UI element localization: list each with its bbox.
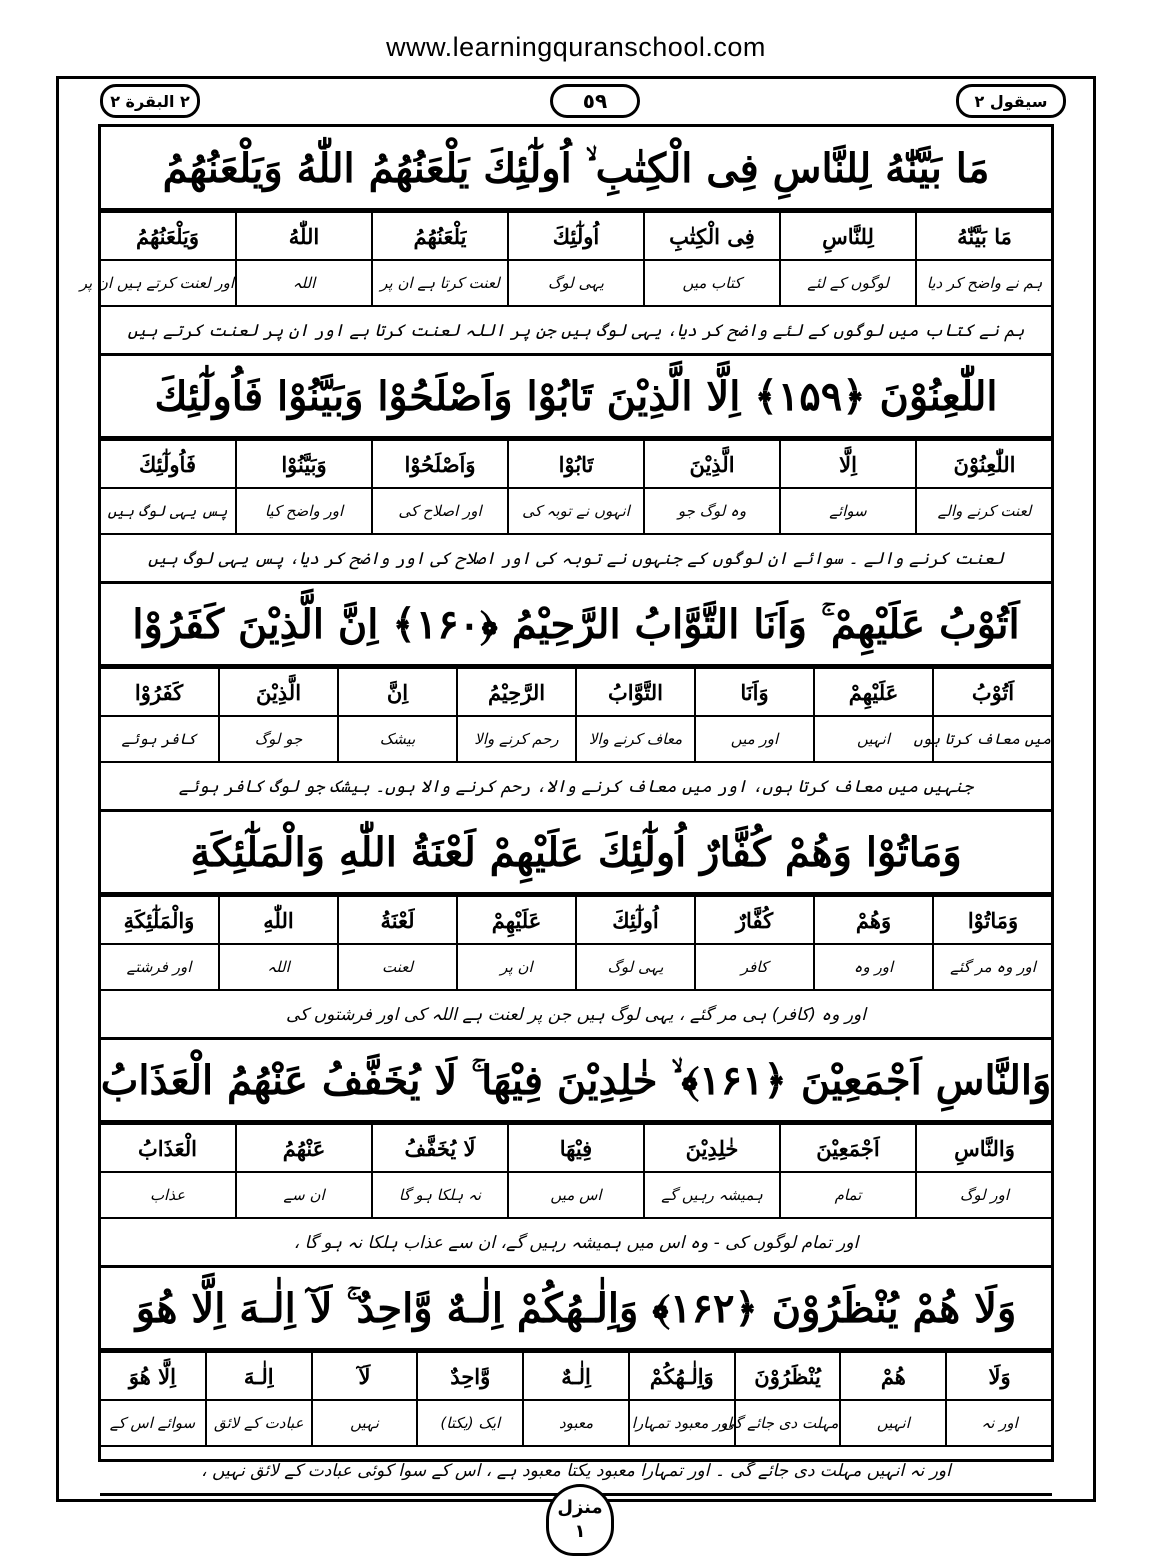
meanings-row — [100, 260, 1052, 306]
verse-line: وَالنَّاسِ اَجْمَعِيْنَ ﴿۱۶۱﴾ ۙ خٰلِدِيْنَ فِيْهَا ۚ لَا يُخَفَّفُ عَنْهُمُ الْعَذَابُ — [100, 1040, 1052, 1123]
meanings-row — [100, 716, 1052, 762]
full-translation: اور وہ (کافر) ہی مر گئے ، یہی لوگ ہیں جن پر لعنت ہے اللہ کی اور فرشتوں کی — [100, 991, 1052, 1040]
arabic-word: اللّٰهِ — [219, 896, 338, 944]
word-meaning: وہ لوگ جو — [644, 488, 780, 534]
word-meaning: نہ ہلکا ہو گا — [372, 1172, 508, 1218]
word-meaning: اور نہ — [946, 1400, 1052, 1446]
word-meaning: لعنت کرنے والے — [916, 488, 1052, 534]
word-meaning: تمام — [780, 1172, 916, 1218]
arabic-word: لَآ — [312, 1352, 418, 1400]
word-meaning: اور معبود تمہارا — [629, 1400, 735, 1446]
arabic-word: التَّوَّابُ — [576, 668, 695, 716]
arabic-word: يُنْظَرُوْنَ — [735, 1352, 841, 1400]
word-meaning: اور لعنت کرتے ہیں ان پر — [100, 260, 236, 306]
arabic-word: عَنْهُمُ — [236, 1124, 372, 1172]
arabic-word: وَلَا — [946, 1352, 1052, 1400]
word-meaning: بیشک — [338, 716, 457, 762]
word-meaning: اللہ — [236, 260, 372, 306]
arabic-word: لِلنَّاسِ — [780, 212, 916, 260]
manzil-number: ١ — [574, 1521, 586, 1542]
word-meaning: میں معاف کرتا ہوں — [933, 716, 1052, 762]
word-meaning: پس یہی لوگ ہیں — [100, 488, 236, 534]
word-meaning: اور لوگ — [916, 1172, 1052, 1218]
word-meaning: کافر — [695, 944, 814, 990]
arabic-word: خٰلِدِيْنَ — [644, 1124, 780, 1172]
word-meaning: انہیں — [840, 1400, 946, 1446]
word-meaning: معبود — [523, 1400, 629, 1446]
word-meaning: ہمیشہ رہیں گے — [644, 1172, 780, 1218]
arabic-word: اِنَّ — [338, 668, 457, 716]
verse-line: اَتُوْبُ عَلَيْهِمْ ۚ وَاَنَا التَّوَّابُ الرَّحِيْمُ ﴿۱۶۰﴾ اِنَّ الَّذِيْنَ كَفَرُوْا — [100, 584, 1052, 667]
word-by-word-grid — [100, 1351, 1052, 1447]
juz-label: سیقول ٢ — [956, 84, 1066, 118]
arabic-word: فِى الْكِتٰبِ — [644, 212, 780, 260]
word-meaning: معاف کرنے والا — [576, 716, 695, 762]
full-translation: اور نہ انہیں مہلت دی جائے گی ۔ اور تمہارا معبود یکتا معبود ہے ، اس کے سوا کوئی عبادت کے لائق نہیں ، — [100, 1447, 1052, 1496]
arabic-word: الْعَذَابُ — [100, 1124, 236, 1172]
arabic-words-row — [100, 1352, 1052, 1400]
word-meaning: ان پر — [457, 944, 576, 990]
word-meaning: اس میں — [508, 1172, 644, 1218]
manzil-marker — [546, 1484, 614, 1556]
arabic-word: وَهُمْ — [814, 896, 933, 944]
full-translation: ہم نے کتاب میں لوگوں کے لئے واضح کر دیا، یہی لوگ ہیں جن پر اللہ لعنت کرتا ہے اور ان پر لعنت کرتے ہیں — [100, 307, 1052, 356]
arabic-words-row — [100, 212, 1052, 260]
word-meaning: ان سے — [236, 1172, 372, 1218]
full-translation: جنہیں میں معاف کرتا ہوں، اور میں معاف کرنے والا، رحم کرنے والا ہوں۔ بیشک جو لوگ کافر ہوئے — [100, 763, 1052, 812]
word-meaning: رحم کرنے والا — [457, 716, 576, 762]
arabic-word: وَالْمَلٰٓئِكَةِ — [100, 896, 219, 944]
word-meaning: ہم نے واضح کر دیا — [916, 260, 1052, 306]
word-meaning: اللہ — [219, 944, 338, 990]
word-meaning: مہلت دی جائے گی — [735, 1400, 841, 1446]
arabic-word: اِلٰـهٌ — [523, 1352, 629, 1400]
arabic-word: لَا يُخَفَّفُ — [372, 1124, 508, 1172]
page-content — [79, 128, 1052, 1496]
arabic-word: لَعْنَةُ — [338, 896, 457, 944]
arabic-word: وَمَاتُوْا — [933, 896, 1052, 944]
arabic-word: فَاُولٰٓئِكَ — [100, 440, 236, 488]
word-meaning: کافر ہوئے — [100, 716, 219, 762]
word-meaning: لعنت — [338, 944, 457, 990]
word-meaning: عبادت کے لائق — [206, 1400, 312, 1446]
full-translation: لعنت کرنے والے ۔ سوائے ان لوگوں کے جنہوں نے توبہ کی اور اصلاح کی اور واضح کر دیا، پس یہی لوگ ہیں — [100, 535, 1052, 584]
arabic-words-row — [100, 896, 1052, 944]
word-meaning: یہی لوگ — [508, 260, 644, 306]
word-meaning: انہوں نے توبہ کی — [508, 488, 644, 534]
word-meaning: اور وہ — [814, 944, 933, 990]
arabic-words-row — [100, 1124, 1052, 1172]
arabic-word: عَلَيْهِمْ — [457, 896, 576, 944]
arabic-word: اُولٰٓئِكَ — [508, 212, 644, 260]
full-translation: اور تمام لوگوں کی - وہ اس میں ہمیشہ رہیں گے، ان سے عذاب ہلکا نہ ہو گا ، — [100, 1219, 1052, 1268]
verse-line: وَلَا هُمْ يُنْظَرُوْنَ ﴿۱۶۲﴾ وَاِلٰـهُكُمْ اِلٰـهٌ وَّاحِدٌ ۚ لَآ اِلٰـهَ اِلَّا هُوَ — [100, 1268, 1052, 1351]
word-by-word-grid — [100, 895, 1052, 991]
word-meaning: اور میں — [695, 716, 814, 762]
arabic-word: اِلَّا — [780, 440, 916, 488]
arabic-word: اِلَّا هُوَ — [100, 1352, 206, 1400]
word-meaning: عذاب — [100, 1172, 236, 1218]
arabic-word: اُولٰٓئِكَ — [576, 896, 695, 944]
manzil-label: منزل — [557, 1497, 603, 1518]
meanings-row — [100, 1172, 1052, 1218]
arabic-words-row — [100, 668, 1052, 716]
arabic-word: يَلْعَنُهُمُ — [372, 212, 508, 260]
word-meaning: نہیں — [312, 1400, 418, 1446]
arabic-word: وَاَنَا — [695, 668, 814, 716]
arabic-word: وَيَلْعَنُهُمُ — [100, 212, 236, 260]
arabic-word: اَجْمَعِيْنَ — [780, 1124, 916, 1172]
word-meaning: اور فرشتے — [100, 944, 219, 990]
word-by-word-grid — [79, 211, 1052, 307]
arabic-word: فِيْهَا — [508, 1124, 644, 1172]
meanings-row — [100, 488, 1052, 534]
arabic-word: اللّٰعِنُوْنَ — [916, 440, 1052, 488]
arabic-word: وَبَيَّنُوْا — [236, 440, 372, 488]
meanings-row — [100, 944, 1052, 990]
word-meaning: اور وہ مر گئے — [933, 944, 1052, 990]
word-meaning: اور واضح کیا — [236, 488, 372, 534]
arabic-word: وَاَصْلَحُوْا — [372, 440, 508, 488]
arabic-word: وَّاحِدٌ — [417, 1352, 523, 1400]
word-meaning: یہی لوگ — [576, 944, 695, 990]
arabic-word: وَالنَّاسِ — [916, 1124, 1052, 1172]
arabic-word: كُفَّارٌ — [695, 896, 814, 944]
word-meaning: جو لوگ — [219, 716, 338, 762]
arabic-word: عَلَيْهِمْ — [814, 668, 933, 716]
verse-line: وَمَاتُوْا وَهُمْ كُفَّارٌ اُولٰٓئِكَ عَلَيْهِمْ لَعْنَةُ اللّٰهِ وَالْمَلٰٓئِكَةِ — [100, 812, 1052, 895]
word-meaning: سوائے اس کے — [100, 1400, 206, 1446]
site-url[interactable]: www.learningquranschool.com — [386, 32, 766, 62]
word-meaning: ایک (یکتا) — [417, 1400, 523, 1446]
verse-line: اللّٰعِنُوْنَ ﴿۱۵۹﴾ اِلَّا الَّذِيْنَ تَابُوْا وَاَصْلَحُوْا وَبَيَّنُوْا فَاُولٰٓئِكَ — [100, 356, 1052, 439]
word-by-word-grid — [100, 439, 1052, 535]
word-meaning: لوگوں کے لئے — [780, 260, 916, 306]
word-meaning: سوائے — [780, 488, 916, 534]
arabic-word: هُمْ — [840, 1352, 946, 1400]
arabic-word: اَتُوْبُ — [933, 668, 1052, 716]
word-by-word-grid — [100, 667, 1052, 763]
arabic-word: الَّذِيْنَ — [644, 440, 780, 488]
arabic-word: اِلٰـهَ — [206, 1352, 312, 1400]
page-number: ٥٩ — [550, 84, 640, 118]
arabic-word: كَفَرُوْا — [100, 668, 219, 716]
word-meaning: لعنت کرتا ہے ان پر — [372, 260, 508, 306]
meanings-row — [100, 1400, 1052, 1446]
word-meaning: انہیں — [814, 716, 933, 762]
arabic-word: الرَّحِيْمُ — [457, 668, 576, 716]
arabic-word: وَاِلٰـهُكُمْ — [629, 1352, 735, 1400]
arabic-word: تَابُوْا — [508, 440, 644, 488]
arabic-word: الَّذِيْنَ — [219, 668, 338, 716]
word-by-word-grid — [100, 1123, 1052, 1219]
surah-label: ٢ البقرة ٢ — [100, 84, 200, 118]
arabic-words-row — [100, 440, 1052, 488]
arabic-word: اللّٰهُ — [236, 212, 372, 260]
arabic-word: مَا بَيَّنّٰهُ — [916, 212, 1052, 260]
verse-line: مَا بَيَّنّٰهُ لِلنَّاسِ فِى الْكِتٰبِ ۙ اُولٰٓئِكَ يَلْعَنُهُمُ اللّٰهُ وَيَلْعَنُهُمُ — [100, 128, 1052, 211]
word-meaning: کتاب میں — [644, 260, 780, 306]
word-meaning: اور اصلاح کی — [372, 488, 508, 534]
